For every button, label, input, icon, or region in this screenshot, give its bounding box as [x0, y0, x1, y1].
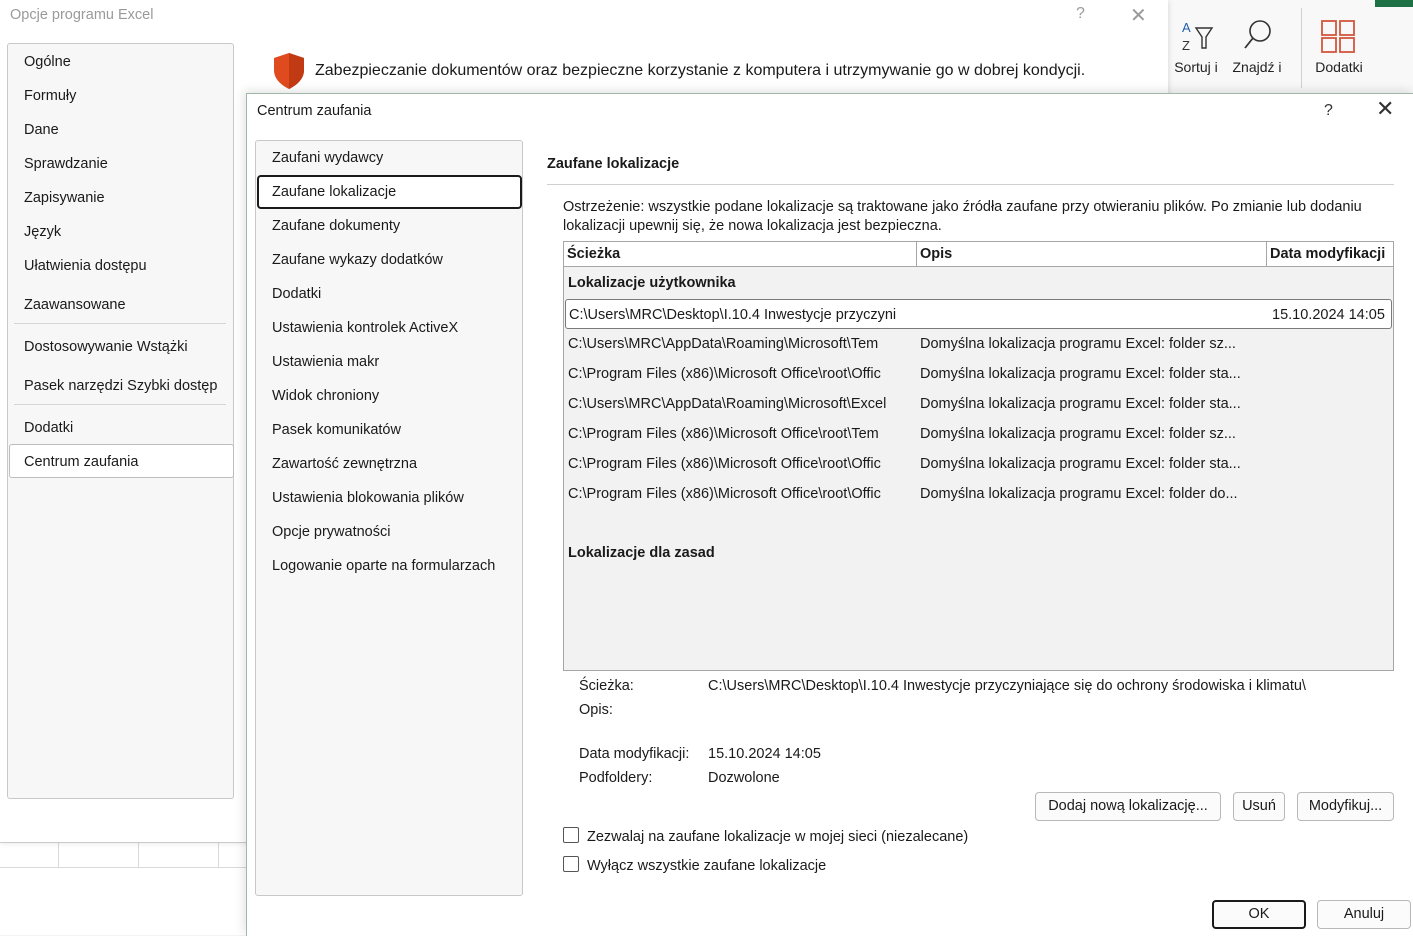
- column-header-path[interactable]: Ścieżka: [564, 242, 917, 267]
- disable-all-locations-option[interactable]: [563, 856, 826, 874]
- excel-green-accent: [1375, 0, 1413, 7]
- section-divider: [547, 184, 1394, 185]
- worksheet-grid-background: [0, 842, 250, 935]
- sort-filter-button[interactable]: [1167, 18, 1225, 76]
- trust-center-sidebar: [255, 140, 523, 896]
- cell-path: C:\Program Files (x86)\Microsoft Office\root\Offic: [568, 456, 881, 472]
- cell-path: C:\Program Files (x86)\Microsoft Office\root\Offic: [568, 486, 881, 502]
- options-sidebar: [7, 43, 234, 799]
- addins-ribbon-label: Dodatki: [1315, 59, 1363, 75]
- grid-line: [138, 842, 139, 868]
- excel-ribbon-background: [1165, 0, 1413, 95]
- tc-nav-external-content[interactable]: Zawartość zewnętrzna: [272, 456, 418, 472]
- allow-network-locations-option[interactable]: [563, 827, 968, 845]
- table-row[interactable]: [564, 479, 1393, 509]
- cell-path: C:\Users\MRC\AppData\Roaming\Microsoft\Tem: [568, 336, 879, 352]
- section-title: Zaufane lokalizacje: [547, 156, 680, 172]
- sidebar-item-save[interactable]: Zapisywanie: [24, 190, 105, 206]
- tc-nav-addins[interactable]: Dodatki: [272, 286, 322, 302]
- sidebar-item-addins[interactable]: Dodatki: [24, 420, 74, 436]
- sort-filter-icon: [1176, 18, 1216, 54]
- group-user-locations: Lokalizacje użytkownika: [568, 275, 736, 291]
- tc-nav-trusted-publishers[interactable]: Zaufani wydawcy: [272, 150, 384, 166]
- cell-path: C:\Program Files (x86)\Microsoft Office\root\Tem: [568, 426, 879, 442]
- table-row[interactable]: [564, 419, 1393, 449]
- close-icon[interactable]: ✕: [1376, 96, 1395, 121]
- cancel-button[interactable]: Anuluj: [1317, 900, 1411, 929]
- tc-nav-trusted-locations[interactable]: Zaufane lokalizacje: [272, 184, 397, 200]
- trust-center-header-text: Zabezpieczanie dokumentów oraz bezpieczne korzystanie z komputera i utrzymywanie go w dobrej kondycji.: [315, 62, 1086, 79]
- sidebar-item-advanced[interactable]: Zaawansowane: [24, 297, 126, 313]
- disable-all-locations-label[interactable]: Wyłącz wszystkie zaufane lokalizacje: [587, 858, 827, 874]
- table-row[interactable]: [565, 299, 1392, 329]
- cell-path: C:\Users\MRC\AppData\Roaming\Microsoft\Excel: [568, 396, 887, 412]
- table-row[interactable]: [564, 329, 1393, 359]
- cell-description: Domyślna lokalizacja programu Excel: folder sz...: [920, 336, 1236, 352]
- allow-network-locations-label[interactable]: Zezwalaj na zaufane lokalizacje w mojej sieci (niezalecane): [587, 829, 969, 845]
- sort-filter-label-1: Sortuj i: [1174, 59, 1218, 75]
- modify-location-button[interactable]: Modyfikuj...: [1297, 792, 1394, 821]
- grid-line: [0, 842, 250, 843]
- cell-description: Domyślna lokalizacja programu Excel: folder do...: [920, 486, 1238, 502]
- svg-text:Z: Z: [1182, 38, 1190, 53]
- sidebar-item-data[interactable]: Dane: [24, 122, 59, 138]
- tc-nav-macro-settings[interactable]: Ustawienia makr: [272, 354, 380, 370]
- tc-nav-trusted-addin-catalogs[interactable]: Zaufane wykazy dodatków: [272, 252, 443, 268]
- remove-location-button[interactable]: Usuń: [1233, 792, 1285, 821]
- tc-nav-activex-settings[interactable]: Ustawienia kontrolek ActiveX: [272, 320, 459, 336]
- trusted-locations-table: [563, 241, 1394, 671]
- grid-line: [0, 867, 250, 868]
- addins-grid-icon: [1319, 18, 1359, 54]
- column-header-date-modified[interactable]: Data modyfikacji: [1267, 242, 1394, 267]
- sidebar-item-formulas[interactable]: Formuły: [24, 88, 77, 104]
- find-select-label-1: Znajdź i: [1232, 59, 1282, 75]
- grid-line: [58, 842, 59, 868]
- magnifier-icon: [1237, 18, 1277, 54]
- cell-description: Domyślna lokalizacja programu Excel: folder sz...: [920, 426, 1236, 442]
- sidebar-divider: [14, 323, 226, 324]
- cell-description: Domyślna lokalizacja programu Excel: folder sta...: [920, 456, 1241, 472]
- ok-button[interactable]: OK: [1212, 900, 1306, 929]
- help-icon[interactable]: ?: [1076, 5, 1085, 22]
- sidebar-item-accessibility[interactable]: Ułatwienia dostępu: [24, 258, 147, 274]
- column-header-description[interactable]: Opis: [917, 242, 1267, 267]
- detail-description-label: Opis:: [579, 702, 613, 718]
- sidebar-item-general[interactable]: Ogólne: [24, 54, 71, 70]
- trust-center-title: Centrum zaufania: [257, 103, 372, 119]
- close-icon[interactable]: ✕: [1130, 5, 1147, 27]
- sidebar-item-trust-center[interactable]: Centrum zaufania: [24, 454, 139, 470]
- cell-path: C:\Program Files (x86)\Microsoft Office\root\Offic: [568, 366, 881, 382]
- disable-all-locations-checkbox[interactable]: [563, 856, 579, 872]
- svg-text:A: A: [1182, 20, 1191, 35]
- cell-date: 15.10.2024 14:05: [1272, 307, 1385, 323]
- allow-network-locations-checkbox[interactable]: [563, 827, 579, 843]
- tc-nav-form-based-signin[interactable]: Logowanie oparte na formularzach: [272, 558, 496, 574]
- shield-icon: [272, 52, 306, 90]
- excel-options-title: Opcje programu Excel: [10, 7, 154, 23]
- cell-description: Domyślna lokalizacja programu Excel: folder sta...: [920, 396, 1241, 412]
- detail-date-value: 15.10.2024 14:05: [708, 746, 821, 762]
- sidebar-divider: [14, 404, 226, 405]
- cell-path: C:\Users\MRC\Desktop\I.10.4 Inwestycje przyczyni: [569, 307, 897, 323]
- grid-line: [218, 842, 219, 868]
- tc-nav-trusted-documents[interactable]: Zaufane dokumenty: [272, 218, 401, 234]
- table-row[interactable]: [564, 449, 1393, 479]
- cell-description: Domyślna lokalizacja programu Excel: folder sta...: [920, 366, 1241, 382]
- tc-nav-file-block-settings[interactable]: Ustawienia blokowania plików: [272, 490, 464, 506]
- detail-date-label: Data modyfikacji:: [579, 746, 690, 762]
- addins-ribbon-button[interactable]: [1309, 18, 1369, 76]
- tc-nav-message-bar[interactable]: Pasek komunikatów: [272, 422, 401, 438]
- group-policy-locations: Lokalizacje dla zasad: [568, 545, 715, 561]
- sidebar-item-language[interactable]: Język: [24, 224, 62, 240]
- table-row[interactable]: [564, 389, 1393, 419]
- trust-center-dialog: [246, 93, 1413, 936]
- sidebar-item-quick-access-toolbar[interactable]: Pasek narzędzi Szybki dostęp: [24, 378, 218, 394]
- sidebar-item-proofing[interactable]: Sprawdzanie: [24, 156, 108, 172]
- detail-path-value: C:\Users\MRC\Desktop\I.10.4 Inwestycje przyczyniające się do ochrony środowiska i klimatu\: [708, 678, 1306, 694]
- help-icon[interactable]: ?: [1324, 102, 1333, 119]
- detail-subfolders-value: Dozwolone: [708, 770, 780, 786]
- table-row[interactable]: [564, 359, 1393, 389]
- tc-nav-privacy-options[interactable]: Opcje prywatności: [272, 524, 391, 540]
- add-location-button[interactable]: Dodaj nową lokalizację...: [1035, 792, 1221, 821]
- find-select-button[interactable]: [1227, 18, 1287, 76]
- detail-path-label: Ścieżka:: [579, 678, 634, 694]
- warning-text: Ostrzeżenie: wszystkie podane lokalizacje są traktowane jako źródła zaufane przy otwieraniu plików. Po zmianie lub dodaniu lokalizacji upewnij się, że nowa lokalizacja jest bezpieczna.: [563, 199, 1362, 234]
- sidebar-item-customize-ribbon[interactable]: Dostosowywanie Wstążki: [24, 339, 188, 355]
- tc-nav-protected-view[interactable]: Widok chroniony: [272, 388, 380, 404]
- detail-subfolders-label: Podfoldery:: [579, 770, 653, 786]
- ribbon-separator: [1301, 8, 1302, 88]
